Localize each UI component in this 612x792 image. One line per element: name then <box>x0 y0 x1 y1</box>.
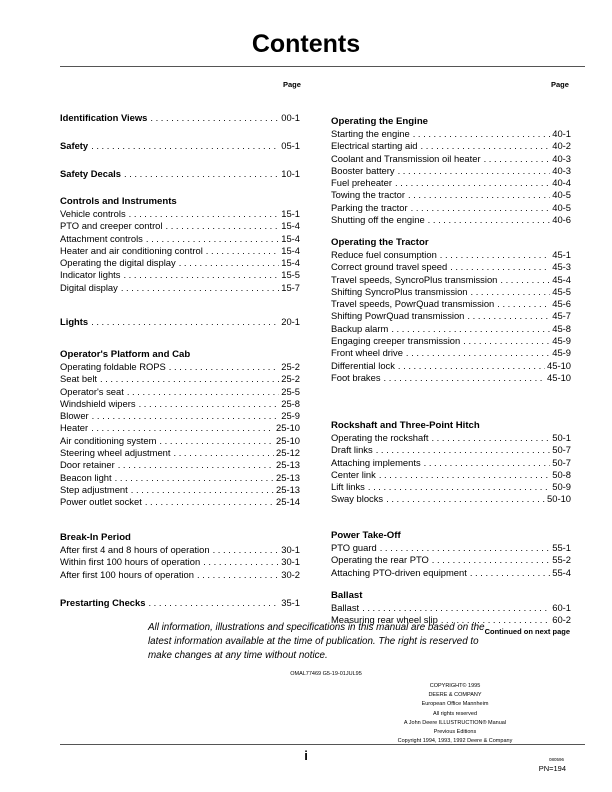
toc-entry[interactable] <box>60 435 300 447</box>
section-heading: Break-In Period <box>60 532 131 543</box>
dot-leader <box>100 373 279 385</box>
dot-leader <box>213 544 280 556</box>
toc-entry[interactable] <box>331 153 571 165</box>
entry-label: Operating the digital display <box>60 257 176 269</box>
entry-label: Engaging creeper transmission <box>331 335 461 347</box>
toc-entry[interactable] <box>331 310 571 322</box>
toc-entry[interactable] <box>60 447 300 459</box>
toc-entry[interactable] <box>331 128 571 140</box>
entry-label: Digital display <box>60 281 118 293</box>
entry-label: Heater <box>60 422 89 434</box>
toc-entry[interactable] <box>60 112 300 124</box>
entry-page: 45-5 <box>552 285 571 297</box>
dot-leader <box>386 493 545 505</box>
dot-leader <box>497 298 550 310</box>
entry-page: 50-8 <box>552 468 571 480</box>
entry-label: Attaching implements <box>331 456 421 468</box>
toc-entry[interactable] <box>60 484 300 496</box>
entry-page: 50-10 <box>547 493 571 505</box>
toc-entry[interactable] <box>331 214 571 226</box>
small-code: 080596 <box>548 757 564 762</box>
header-rule <box>60 66 585 67</box>
dot-leader <box>92 410 280 422</box>
dot-leader <box>411 202 551 214</box>
entry-page: 40-3 <box>552 152 571 164</box>
entry-label: Coolant and Transmission oil heater <box>331 152 481 164</box>
entry-label: Operating foldable ROPS <box>60 361 166 372</box>
toc-entry[interactable] <box>331 469 571 481</box>
dot-leader <box>139 398 280 410</box>
toc-section <box>60 348 300 509</box>
copyright-line: European Office Mannheim <box>421 701 489 708</box>
entry-label: Heater and air conditioning control <box>60 244 203 256</box>
dot-leader <box>406 347 550 359</box>
entry-label: Shifting PowrQuad transmission <box>331 310 465 322</box>
entry-page: 45-3 <box>552 261 571 273</box>
disclaimer-notice: All information, illustrations and specifications in this manual are based on the latest information available at the time of publication. The right is reserved to make changes at any time without notice. <box>148 622 485 661</box>
entry-label: Foot brakes <box>331 371 381 383</box>
entry-label: Indicator lights <box>60 269 121 281</box>
entry-page: 50-7 <box>552 444 571 456</box>
dot-leader <box>470 567 550 579</box>
dot-leader <box>121 282 279 294</box>
copyright-block <box>380 682 530 746</box>
entry-page: 25-2 <box>281 373 300 385</box>
entry-page: 25-2 <box>281 361 300 372</box>
entry-label: Lift links <box>331 481 365 493</box>
dot-leader <box>127 386 279 398</box>
entry-label: Starting the engine <box>331 128 410 139</box>
entry-label: Lights <box>60 316 89 327</box>
entry-page: 40-5 <box>552 201 571 213</box>
entry-label: Attaching PTO-driven equipment <box>331 566 467 578</box>
entry-page: 40-1 <box>552 128 571 139</box>
toc-entry[interactable] <box>60 597 300 609</box>
dot-leader <box>148 597 279 609</box>
left-page-header: Page <box>283 80 301 89</box>
entry-page: 60-1 <box>552 602 571 613</box>
entry-page: 45-10 <box>547 359 571 371</box>
toc-entry[interactable] <box>331 274 571 286</box>
entry-label: Shifting SyncroPlus transmission <box>331 285 468 297</box>
copyright-line: Previous Editions <box>433 729 477 736</box>
dot-leader <box>145 496 274 508</box>
entry-page: 25-10 <box>276 434 300 446</box>
entry-label: Center link <box>331 468 376 480</box>
toc-section <box>60 531 300 581</box>
entry-label: Booster battery <box>331 164 395 176</box>
entry-label: Measuring rear wheel slip <box>331 614 438 626</box>
dot-leader <box>118 459 274 471</box>
entry-page: 45-9 <box>552 335 571 347</box>
dot-leader <box>421 140 551 152</box>
toc-section <box>331 236 571 384</box>
entry-page: 25-9 <box>281 410 300 422</box>
entry-page: 60-2 <box>552 614 571 626</box>
toc-entry[interactable] <box>60 208 300 220</box>
toc-section <box>331 529 571 579</box>
toc-entry[interactable] <box>60 168 300 180</box>
toc-entry[interactable] <box>60 459 300 471</box>
toc-entry[interactable] <box>331 140 571 152</box>
entry-page: 50-7 <box>552 456 571 468</box>
section-heading: Controls and Instruments <box>60 196 177 207</box>
section-heading: Power Take-Off <box>331 530 401 541</box>
entry-label: Front wheel drive <box>331 347 403 359</box>
entry-label: Sway blocks <box>331 493 384 505</box>
toc-entry[interactable] <box>60 233 300 245</box>
toc-entry[interactable] <box>331 189 571 201</box>
entry-page: 30-2 <box>281 568 300 580</box>
entry-label: Towing the tractor <box>331 189 405 201</box>
entry-label: Steering wheel adjustment <box>60 447 171 459</box>
dot-leader <box>179 257 280 269</box>
entry-label: Safety Decals <box>60 168 121 179</box>
toc-entry[interactable] <box>331 347 571 359</box>
dot-leader <box>169 361 279 373</box>
toc-entry[interactable] <box>331 335 571 347</box>
entry-label: After first 100 hours of operation <box>60 568 194 580</box>
dot-leader <box>368 481 550 493</box>
toc-entry[interactable] <box>331 360 571 372</box>
entry-page: 50-9 <box>552 481 571 493</box>
entry-label: Fuel preheater <box>331 177 392 189</box>
dot-leader <box>395 177 550 189</box>
entry-page: 15-4 <box>281 244 300 256</box>
entry-page: 40-4 <box>552 177 571 189</box>
dot-leader <box>398 360 545 372</box>
entry-label: Draft links <box>331 444 373 456</box>
entry-label: Reduce fuel consumption <box>331 249 437 260</box>
toc-entry[interactable] <box>331 372 571 384</box>
dot-leader <box>467 310 550 322</box>
entry-page: 25-14 <box>276 496 300 508</box>
dot-leader <box>471 286 551 298</box>
entry-label: Beacon light <box>60 471 112 483</box>
entry-page: 15-1 <box>281 208 300 219</box>
entry-label: Blower <box>60 410 89 422</box>
entry-label: Travel speeds, PowrQuad transmission <box>331 298 495 310</box>
entry-label: Operating the rockshaft <box>331 432 429 443</box>
section-heading: Operator's Platform and Cab <box>60 349 191 360</box>
toc-entry[interactable] <box>60 373 300 385</box>
dot-leader <box>413 128 551 140</box>
dot-leader <box>203 556 279 568</box>
dot-leader <box>159 435 274 447</box>
entry-label: After first 4 and 8 hours of operation <box>60 544 210 555</box>
dot-leader <box>362 602 550 614</box>
entry-page: 30-1 <box>281 556 300 568</box>
dot-leader <box>165 220 279 232</box>
entry-page: 45-8 <box>552 322 571 334</box>
toc-entry[interactable] <box>331 432 571 444</box>
entry-label: Parking the tractor <box>331 201 408 213</box>
dot-leader <box>391 323 550 335</box>
entry-page: 00-1 <box>281 112 300 123</box>
toc-entry[interactable] <box>331 261 571 273</box>
page-number: i <box>304 748 308 763</box>
dot-leader <box>379 469 550 481</box>
dot-leader <box>424 457 551 469</box>
toc-entry[interactable] <box>331 567 571 579</box>
toc-entry[interactable] <box>331 298 571 310</box>
dot-leader <box>440 249 550 261</box>
entry-label: Attachment controls <box>60 232 143 244</box>
toc-section <box>60 112 300 124</box>
toc-section <box>60 316 300 328</box>
entry-label: Safety <box>60 140 89 151</box>
toc-entry[interactable] <box>60 496 300 508</box>
entry-page: 25-12 <box>276 447 300 459</box>
dot-leader <box>463 335 550 347</box>
toc-entry[interactable] <box>60 410 300 422</box>
dot-leader <box>206 245 279 257</box>
entry-page: 25-8 <box>281 397 300 409</box>
entry-label: Operator's seat <box>60 385 124 397</box>
toc-entry[interactable] <box>60 257 300 269</box>
toc-section <box>60 195 300 294</box>
entry-page: 05-1 <box>281 140 300 151</box>
entry-label: Travel speeds, SyncroPlus transmission <box>331 273 498 285</box>
dot-leader <box>398 165 551 177</box>
toc-entry[interactable] <box>331 444 571 456</box>
toc-entry[interactable] <box>331 554 571 566</box>
entry-page: 55-1 <box>552 542 571 553</box>
entry-page: 45-10 <box>547 371 571 383</box>
entry-page: 20-1 <box>281 316 300 327</box>
dot-leader <box>150 112 279 124</box>
toc-section <box>331 419 571 506</box>
entry-page: 25-13 <box>276 471 300 483</box>
entry-label: Door retainer <box>60 459 115 471</box>
entry-page: 15-7 <box>281 281 300 293</box>
entry-label: Correct ground travel speed <box>331 261 448 273</box>
entry-page: 10-1 <box>281 168 300 179</box>
copyright-line: DEERE & COMPANY <box>428 692 482 699</box>
dot-leader <box>376 444 551 456</box>
toc-entry[interactable] <box>331 202 571 214</box>
toc-entry[interactable] <box>60 140 300 152</box>
entry-page: 45-1 <box>552 249 571 260</box>
dot-leader <box>500 274 550 286</box>
toc-section <box>60 140 300 152</box>
toc-entry[interactable] <box>60 544 300 556</box>
entry-page: 50-1 <box>552 432 571 443</box>
copyright-line: Copyright 1994, 1993, 1992 Deere & Company <box>397 738 513 745</box>
toc-entry[interactable] <box>331 481 571 493</box>
entry-label: Backup alarm <box>331 322 389 334</box>
dot-leader <box>431 432 550 444</box>
toc-section <box>60 597 300 609</box>
entry-label: Operating the rear PTO <box>331 554 429 566</box>
copyright-line: COPYRIGHT© 1995 <box>429 683 481 689</box>
toc-entry[interactable] <box>331 177 571 189</box>
entry-page: 35-1 <box>281 597 300 608</box>
entry-page: 15-4 <box>281 220 300 232</box>
toc-section <box>331 115 571 226</box>
entry-page: 30-1 <box>281 544 300 555</box>
toc-entry[interactable] <box>331 249 571 261</box>
dot-leader <box>124 168 279 180</box>
dot-leader <box>428 214 551 226</box>
dot-leader <box>123 269 279 281</box>
toc-entry[interactable] <box>60 472 300 484</box>
dot-leader <box>450 261 550 273</box>
toc-entry[interactable] <box>60 282 300 294</box>
entry-page: 15-5 <box>281 269 300 281</box>
toc-entry[interactable] <box>331 542 571 554</box>
toc-entry[interactable] <box>60 316 300 328</box>
toc-entry[interactable] <box>60 556 300 568</box>
entry-page: 15-4 <box>281 232 300 244</box>
entry-label: PTO and creeper control <box>60 220 163 232</box>
entry-page: 45-7 <box>552 310 571 322</box>
continued-note: Continued on next page <box>484 627 570 636</box>
entry-label: Vehicle controls <box>60 208 126 219</box>
entry-page: 25-13 <box>276 483 300 495</box>
entry-label: Shutting off the engine <box>331 214 425 226</box>
copyright-line: All rights reserved <box>432 710 478 717</box>
entry-label: Power outlet socket <box>60 496 142 508</box>
toc-entry[interactable] <box>331 602 571 614</box>
entry-label: Windshield wipers <box>60 397 136 409</box>
entry-label: Differential lock <box>331 359 395 371</box>
toc-entry[interactable] <box>331 323 571 335</box>
section-heading: Operating the Tractor <box>331 237 429 248</box>
toc-entry[interactable] <box>331 457 571 469</box>
entry-label: Air conditioning system <box>60 434 157 446</box>
entry-label: PTO guard <box>331 542 377 553</box>
entry-page: 55-2 <box>552 554 571 566</box>
toc-entry[interactable] <box>60 569 300 581</box>
entry-page: 40-5 <box>552 189 571 201</box>
section-heading: Rockshaft and Three-Point Hitch <box>331 420 480 431</box>
entry-page: 45-6 <box>552 298 571 310</box>
entry-label: Prestarting Checks <box>60 597 146 608</box>
dot-leader <box>91 316 279 328</box>
dot-leader <box>197 569 279 581</box>
entry-label: Electrical starting aid <box>331 140 418 152</box>
dot-leader <box>129 208 280 220</box>
toc-entry[interactable] <box>60 245 300 257</box>
dot-leader <box>173 447 274 459</box>
section-heading: Operating the Engine <box>331 116 429 127</box>
entry-page: 25-13 <box>276 459 300 471</box>
page-title: Contents <box>251 30 361 58</box>
entry-page: 15-4 <box>281 257 300 269</box>
toc-entry[interactable] <box>60 422 300 434</box>
toc-entry[interactable] <box>60 386 300 398</box>
dot-leader <box>91 140 279 152</box>
toc-entry[interactable] <box>60 220 300 232</box>
entry-page: 25-5 <box>281 385 300 397</box>
entry-page: 40-6 <box>552 214 571 226</box>
entry-label: Step adjustment <box>60 483 128 495</box>
entry-page: 40-2 <box>552 140 571 152</box>
dot-leader <box>131 484 274 496</box>
dot-leader <box>432 554 550 566</box>
right-page-header: Page <box>551 80 569 89</box>
toc-entry[interactable] <box>60 269 300 281</box>
toc-entry[interactable] <box>331 286 571 298</box>
dot-leader <box>115 472 274 484</box>
entry-page: 40-3 <box>552 164 571 176</box>
entry-label: Within first 100 hours of operation <box>60 556 201 568</box>
toc-entry[interactable] <box>331 165 571 177</box>
section-heading: Ballast <box>331 590 363 601</box>
dot-leader <box>384 372 546 384</box>
dot-leader <box>484 153 551 165</box>
footer-rule <box>60 744 585 745</box>
entry-page: 45-9 <box>552 347 571 359</box>
dot-leader <box>146 233 279 245</box>
entry-label: Seat belt <box>60 373 98 385</box>
entry-label: Identification Views <box>60 112 148 123</box>
copyright-line: A John Deere ILLUSTRUCTION® Manual <box>403 719 507 726</box>
document-code: OMAL77469 G5-19-01JUL95 <box>290 671 362 677</box>
toc-entry[interactable] <box>60 361 300 373</box>
toc-entry[interactable] <box>331 493 571 505</box>
entry-label: Ballast <box>331 602 360 613</box>
toc-entry[interactable] <box>60 398 300 410</box>
entry-page: 55-4 <box>552 566 571 578</box>
dot-leader <box>408 189 550 201</box>
part-number: PN=194 <box>538 764 566 773</box>
dot-leader <box>91 422 274 434</box>
entry-page: 45-4 <box>552 273 571 285</box>
entry-page: 25-10 <box>276 422 300 434</box>
toc-section <box>60 168 300 180</box>
dot-leader <box>380 542 551 554</box>
